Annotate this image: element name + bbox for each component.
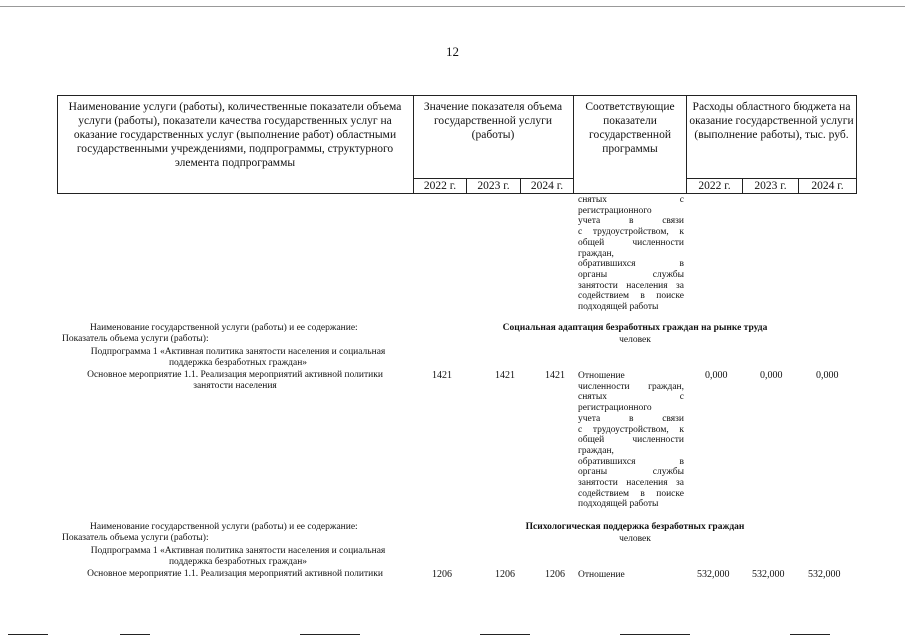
measure-label: Основное мероприятие 1.1. Реализация мероприятий активной политики занятости населения (87, 370, 383, 391)
volume-label: Показатель объема услуги (работы): (62, 533, 209, 543)
value-2022: 1421 (432, 370, 452, 381)
unit-label: человек (619, 534, 651, 544)
value-2023: 1421 (495, 370, 515, 381)
expense-2023: 0,000 (760, 370, 783, 381)
top-border (0, 6, 905, 7)
service-title: Социальная адаптация безработных граждан на рынке труда (502, 323, 768, 333)
value-2024: 1421 (545, 370, 565, 381)
header-col-indicators: Соответствующие показатели государственной программы (585, 101, 675, 155)
year-value-2022: 2022 г. (423, 180, 457, 192)
page-number: 12 (446, 44, 459, 59)
year-expense-2022: 2022 г. (698, 180, 731, 192)
expense-2024: 532,000 (808, 569, 841, 580)
year-expense-2024: 2024 г. (811, 180, 844, 192)
indicator-text: Отношение численности граждан, снятых с регистрационного учета в связи с трудоустройством, к общей численности граждан, обратившихся в органы службы занятости населения за содействием в поиске подходящей работы (578, 371, 684, 510)
expense-2022: 532,000 (697, 569, 730, 580)
service-name-label: Наименование государственной услуги (работы) и ее содержание: (90, 522, 358, 532)
indicator-text: Отношение (578, 570, 625, 580)
year-value-2023: 2023 г. (477, 180, 510, 192)
unit-label: человек (619, 335, 651, 345)
volume-label: Показатель объема услуги (работы): (62, 334, 209, 344)
header-col-value: Значение показателя объема государственной услуги (работы) (423, 101, 563, 141)
year-value-2024: 2024 г. (530, 180, 564, 192)
year-expense-2023: 2023 г. (754, 180, 787, 192)
expense-2023: 532,000 (752, 569, 785, 580)
service-name-label: Наименование государственной услуги (работы) и ее содержание: (90, 323, 358, 333)
indicator-continuation: снятых с регистрационного учета в связи с трудоустройством, к общей численности граждан, обратившихся в органы службы занятости населения за содействием в поиске подходящей работы (578, 195, 684, 313)
subprogram-label: Подпрограмма 1 «Активная политика занятости населения и социальная поддержка безработных граждан» (90, 546, 386, 567)
value-2022: 1206 (432, 569, 452, 580)
service-title: Психологическая поддержка безработных граждан (525, 522, 745, 532)
header-col-service: Наименование услуги (работы), количественные показатели объема услуги (работы), показатели качества государственных услуг на оказание государственных услуг (выполнение работ) областными государственными учреждениями, подпрограммы, структурного элемента подпрограммы (68, 101, 402, 169)
expense-2022: 0,000 (705, 370, 728, 381)
expense-2024: 0,000 (816, 370, 839, 381)
value-2024: 1206 (545, 569, 565, 580)
subprogram-label: Подпрограмма 1 «Активная политика занятости населения и социальная поддержка безработных граждан» (90, 347, 386, 368)
header-col-expenses: Расходы областного бюджета на оказание государственной услуги (выполнение работы), тыс. руб. (689, 101, 854, 141)
measure-label: Основное мероприятие 1.1. Реализация мероприятий активной политики (87, 569, 383, 579)
value-2023: 1206 (495, 569, 515, 580)
